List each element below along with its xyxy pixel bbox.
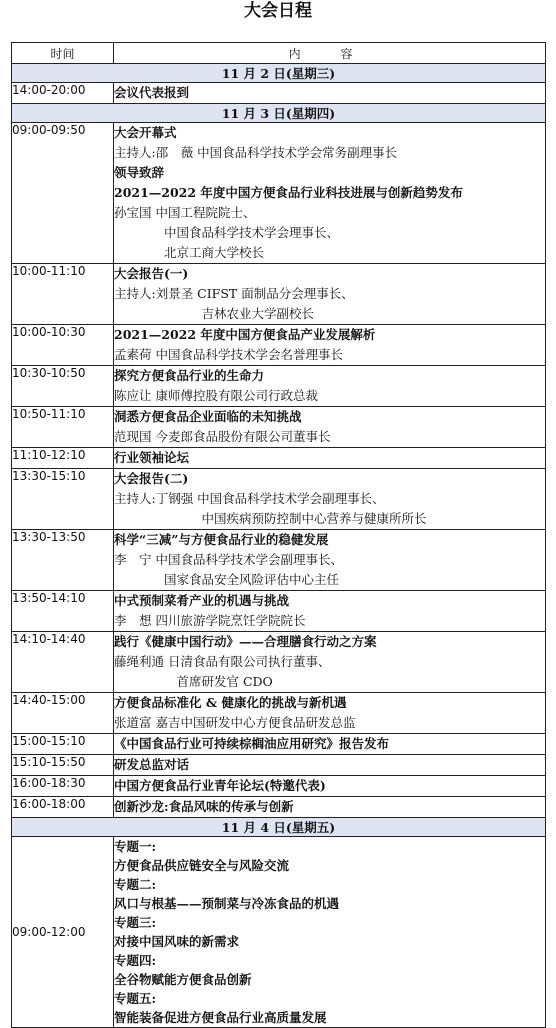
session-content xyxy=(114,693,546,734)
session-row xyxy=(12,264,546,325)
session-time: 10:50-11:10 xyxy=(12,407,114,448)
session-content xyxy=(114,734,546,755)
session-topic: 专题一: xyxy=(114,839,157,854)
day-row xyxy=(12,64,546,83)
session-time: 11:10-12:10 xyxy=(12,448,114,469)
session-topic: 专题四: xyxy=(114,953,157,968)
session-row xyxy=(12,448,546,469)
session-content xyxy=(114,632,546,693)
session-topic: 《中国食品行业可持续棕榈油应用研究》报告发布 xyxy=(114,736,390,751)
session-speaker: 主持人:刘景圣 CIFST 面制品分会理事长、 xyxy=(114,286,354,301)
session-speaker: 藤绳利通 日清食品有限公司执行董事、 xyxy=(114,654,331,669)
day-row xyxy=(12,104,546,123)
session-time: 10:00-10:30 xyxy=(12,325,114,366)
session-time: 13:50-14:10 xyxy=(12,591,114,632)
session-speaker: 李 宁 中国食品科学技术学会副理事长、 xyxy=(114,552,343,567)
session-topic: 专题三: xyxy=(114,915,157,930)
session-time: 14:40-15:00 xyxy=(12,693,114,734)
session-content xyxy=(114,797,546,818)
header-time: 时间 xyxy=(12,43,114,64)
session-time: 16:00-18:30 xyxy=(12,776,114,797)
session-topic: 专题二: xyxy=(114,877,157,892)
session-time: 15:00-15:10 xyxy=(12,734,114,755)
session-topic: 洞悉方便食品企业面临的未知挑战 xyxy=(114,409,302,424)
session-topic: 对接中国风味的新需求 xyxy=(114,934,240,949)
session-row xyxy=(12,469,546,530)
page-title: 大会日程 xyxy=(244,1,312,21)
session-row xyxy=(12,591,546,632)
session-row xyxy=(12,734,546,755)
session-time: 15:10-15:50 xyxy=(12,755,114,776)
session-speaker: 李 想 四川旅游学院烹饪学院院长 xyxy=(114,613,306,628)
session-content xyxy=(114,325,546,366)
session-content xyxy=(114,530,546,591)
day-row xyxy=(12,818,546,837)
session-row xyxy=(12,407,546,448)
session-row xyxy=(12,776,546,797)
session-topic: 探究方便食品行业的生命力 xyxy=(114,368,265,383)
session-time: 13:30-15:10 xyxy=(12,469,114,530)
session-time: 13:30-13:50 xyxy=(12,530,114,591)
session-topic: 科学“三减”与方便食品行业的稳健发展 xyxy=(114,532,329,547)
day-label: 11 月 4 日(星期五) xyxy=(12,818,546,837)
session-speaker: 中国疾病预防控制中心营养与健康所所长 xyxy=(114,511,427,526)
session-content xyxy=(114,776,546,797)
schedule-table xyxy=(11,42,546,1028)
session-row xyxy=(12,837,546,1028)
session-topic: 风口与根基——预制菜与冷冻食品的机遇 xyxy=(114,896,340,911)
session-row xyxy=(12,632,546,693)
session-speaker: 首席研发官 CDO xyxy=(114,674,273,689)
session-topic: 会议代表报到 xyxy=(114,85,190,100)
session-content xyxy=(114,366,546,407)
session-speaker: 陈应让 康师傅控股有限公司行政总裁 xyxy=(114,388,318,403)
session-topic: 专题五: xyxy=(114,991,157,1006)
session-content xyxy=(114,448,546,469)
session-speaker: 张道富 嘉吉中国研发中心方便食品研发总监 xyxy=(114,715,356,730)
session-content xyxy=(114,591,546,632)
session-topic: 2021—2022 年度中国方便食品产业发展解析 xyxy=(114,327,376,342)
session-topic: 大会报告(一) xyxy=(114,266,189,281)
session-topic: 领导致辞 xyxy=(114,165,165,180)
session-speaker: 范现国 今麦郎食品股份有限公司董事长 xyxy=(114,429,331,444)
session-time: 10:00-11:10 xyxy=(12,264,114,325)
session-topic: 智能装备促进方便食品行业高质量发展 xyxy=(114,1010,327,1025)
session-topic: 行业领袖论坛 xyxy=(114,450,190,465)
session-row xyxy=(12,123,546,264)
session-speaker: 北京工商大学校长 xyxy=(114,245,265,260)
session-content xyxy=(114,469,546,530)
session-speaker: 孟素荷 中国食品科学技术学会名誉理事长 xyxy=(114,347,343,362)
session-speaker: 孙宝国 中国工程院院士、 xyxy=(114,205,256,220)
session-time: 16:00-18:00 xyxy=(12,797,114,818)
session-speaker: 主持人:邵 薇 中国食品科学技术学会常务副理事长 xyxy=(114,145,398,160)
session-topic: 践行《健康中国行动》——合理膳食行动之方案 xyxy=(114,634,377,649)
session-row xyxy=(12,797,546,818)
session-content xyxy=(114,755,546,776)
session-topic: 2021—2022 年度中国方便食品行业科技进展与创新趋势发布 xyxy=(114,185,463,200)
table-header-row xyxy=(12,43,546,64)
header-content: 内 容 xyxy=(114,43,546,64)
session-topic: 研发总监对话 xyxy=(114,757,190,772)
session-topic: 全谷物赋能方便食品创新 xyxy=(114,972,252,987)
session-speaker: 中国食品科学技术学会理事长、 xyxy=(114,225,340,240)
schedule-body xyxy=(12,64,546,1028)
session-speaker: 吉林农业大学副校长 xyxy=(114,306,315,321)
session-row xyxy=(12,530,546,591)
session-time: 09:00-12:00 xyxy=(12,837,114,1028)
session-content xyxy=(114,837,546,1028)
session-time: 09:00-09:50 xyxy=(12,123,114,264)
session-topic: 大会报告(二) xyxy=(114,471,189,486)
session-row xyxy=(12,693,546,734)
session-speaker: 国家食品安全风险评估中心主任 xyxy=(114,572,340,587)
session-topic: 方便食品标准化 & 健康化的挑战与新机遇 xyxy=(114,695,347,710)
session-topic: 方便食品供应链安全与风险交流 xyxy=(114,858,290,873)
session-content xyxy=(114,407,546,448)
session-topic: 中国方便食品行业青年论坛(特邀代表) xyxy=(114,778,326,793)
session-row xyxy=(12,83,546,104)
session-content xyxy=(114,83,546,104)
session-time: 10:30-10:50 xyxy=(12,366,114,407)
session-time: 14:10-14:40 xyxy=(12,632,114,693)
session-row xyxy=(12,366,546,407)
session-row xyxy=(12,325,546,366)
session-content xyxy=(114,123,546,264)
session-speaker: 主持人:丁钢强 中国食品科学技术学会副理事长、 xyxy=(114,491,385,506)
session-content xyxy=(114,264,546,325)
session-row xyxy=(12,755,546,776)
day-label: 11 月 3 日(星期四) xyxy=(12,104,546,123)
session-topic: 创新沙龙:食品风味的传承与创新 xyxy=(114,799,294,814)
session-time: 14:00-20:00 xyxy=(12,83,114,104)
day-label: 11 月 2 日(星期三) xyxy=(12,64,546,83)
session-topic: 中式预制菜肴产业的机遇与挑战 xyxy=(114,593,290,608)
session-topic: 大会开幕式 xyxy=(114,125,177,140)
